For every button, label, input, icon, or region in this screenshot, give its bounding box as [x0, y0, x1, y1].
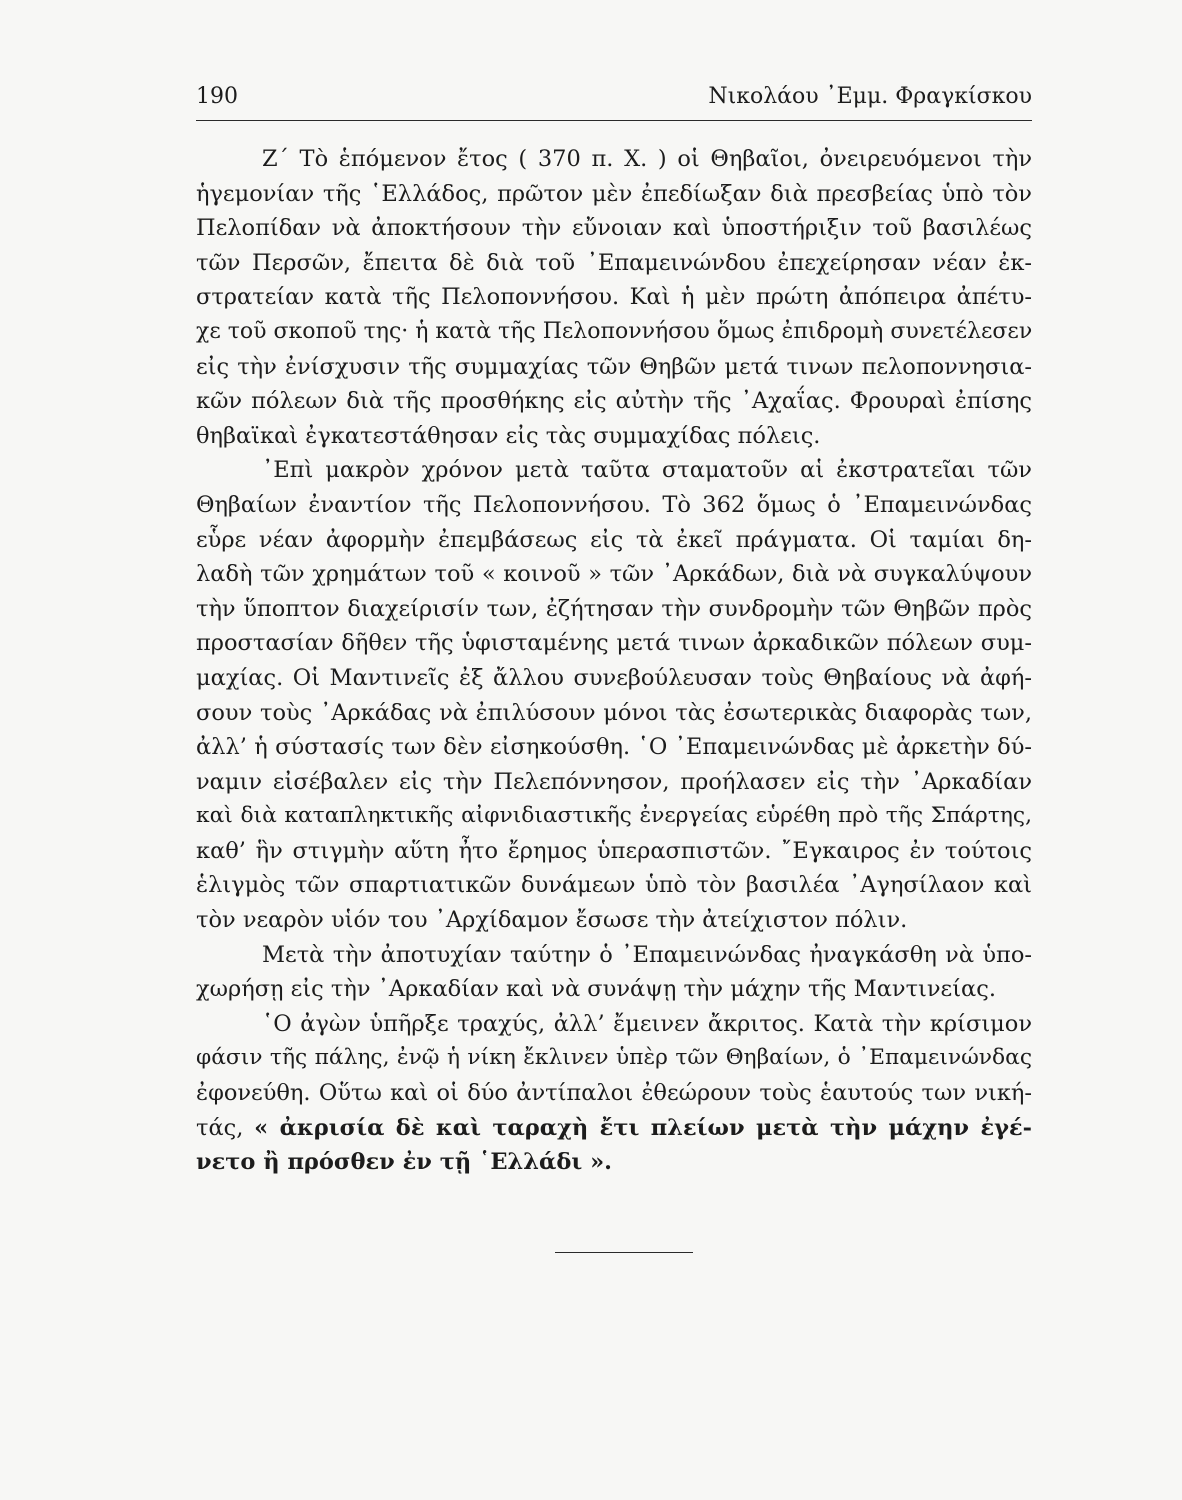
text-line: λαδὴ τῶν χρημάτων τοῦ « κοινοῦ » τῶν ᾿Αρκάδων, διὰ νὰ συγκαλύψουν: [196, 561, 1032, 588]
text-line: εὗρε νέαν ἀφορμὴν ἐπεμβάσεως εἰς τὰ ἐκεῖ πράγματα. Οἱ ταμίαι δη-: [196, 526, 1032, 553]
body-text: [196, 142, 1032, 1180]
text-line: στρατείαν κατὰ τῆς Πελοποννήσου. Καὶ ἡ μὲν πρώτη ἀπόπειρα ἀπέτυ-: [196, 284, 1032, 311]
paragraph-1: [196, 142, 1032, 453]
text-line: τὸν νεαρὸν υἱόν του ᾿Αρχίδαμον ἔσωσε τὴν ἀτείχιστον πόλιν.: [196, 907, 908, 934]
author-name: Νικολάου ᾿Εμμ. Φραγκίσκου: [708, 84, 1032, 109]
text-line: καθ’ ἣν στιγμὴν αὕτη ἦτο ἔρημος ὑπερασπιστῶν. ῎Εγκαιρος ἐν τούτοις: [196, 837, 1032, 864]
text-line: καὶ διὰ καταπληκτικῆς αἰφνιδιαστικῆς ἐνεργείας εὑρέθη πρὸ τῆς Σπάρτης,: [196, 803, 1032, 829]
text-line: χε τοῦ σκοποῦ της· ἡ κατὰ τῆς Πελοποννήσου ὅμως ἐπιδρομὴ συνετέλεσεν: [196, 318, 1033, 344]
text-line: Πελοπίδαν νὰ ἀποκτήσουν τὴν εὔνοιαν καὶ ὑποστήριξιν τοῦ βασιλέως: [196, 215, 1032, 242]
text-segment: τάς,: [196, 1114, 244, 1141]
text-line: ἡγεμονίαν τῆς ῾Ελλάδος, πρῶτον μὲν ἐπεδίωξαν διὰ πρεσβείας ὑπὸ τὸν: [196, 180, 1032, 207]
text-line: μαχίας. Οἱ Μαντινεῖς ἐξ ἄλλου συνεβούλευσαν τοὺς Θηβαίους νὰ ἀφή-: [196, 664, 1032, 691]
paragraph-2: [196, 453, 1032, 937]
text-line: ῾Ο ἀγὼν ὑπῆρξε τραχύς, ἀλλ’ ἔμεινεν ἄκριτος. Κατὰ τὴν κρίσιμον: [262, 1010, 1032, 1037]
text-line: ναμιν εἰσέβαλεν εἰς τὴν Πελεπόννησον, προήλασεν εἰς τὴν ᾿Αρκαδίαν: [196, 768, 1032, 795]
text-line: εἰς τὴν ἐνίσχυσιν τῆς συμμαχίας τῶν Θηβῶν μετά τινων πελοποννησια-: [196, 353, 1032, 380]
text-line: σουν τοὺς ᾿Αρκάδας νὰ ἐπιλύσουν μόνοι τὰς ἐσωτερικὰς διαφορὰς των,: [196, 699, 1032, 726]
end-rule: [555, 1252, 693, 1253]
header-rule: [196, 120, 1032, 121]
text-line: φάσιν τῆς πάλης, ἐνῷ ἡ νίκη ἔκλινεν ὑπὲρ τῶν Θηβαίων, ὁ ᾿Επαμεινώνδας: [196, 1045, 1032, 1071]
text-line: τὴν ὕποπτον διαχείρισίν των, ἐζήτησαν τὴν συνδρομὴν τῶν Θηβῶν πρὸς: [196, 595, 1032, 622]
text-line: ἐφονεύθη. Οὕτω καὶ οἱ δύο ἀντίπαλοι ἐθεώρουν τοὺς ἑαυτούς των νική-: [196, 1080, 1032, 1107]
text-line: Μετὰ τὴν ἀποτυχίαν ταύτην ὁ ᾿Επαμεινώνδας ἠναγκάσθη νὰ ὑπο-: [262, 941, 1032, 968]
text-line: ἑλιγμὸς τῶν σπαρτιατικῶν δυνάμεων ὑπὸ τὸν βασιλέα ᾿Αγησίλαον καὶ: [196, 872, 1032, 899]
bold-quote-end: νετο ἢ πρόσθεν ἐν τῇ ῾Ελλάδι ».: [196, 1149, 612, 1176]
text-line: κῶν πόλεων διὰ τῆς προσθήκης εἰς αὐτὴν τῆς ᾿Αχαΐας. Φρουραὶ ἐπίσης: [196, 388, 1032, 415]
page-number: 190: [196, 84, 238, 109]
paragraph-3: [196, 938, 1032, 1007]
text-line: θηβαϊκαὶ ἐγκατεστάθησαν εἰς τὰς συμμαχίδας πόλεις.: [196, 422, 821, 449]
text-line: τῶν Περσῶν, ἔπειτα δὲ διὰ τοῦ ᾿Επαμεινώνδου ἐπεχείρησαν νέαν ἐκ-: [196, 249, 1032, 276]
text-line: ᾿Επὶ μακρὸν χρόνον μετὰ ταῦτα σταματοῦν αἱ ἐκστρατεῖαι τῶν: [262, 457, 1032, 484]
running-head: [196, 80, 1032, 114]
text-line: ἀλλ’ ἡ σύστασίς των δὲν εἰσηκούσθη. ῾Ο ᾿Επαμεινώνδας μὲ ἀρκετὴν δύ-: [196, 734, 1032, 761]
text-line: Θηβαίων ἐναντίον τῆς Πελοποννήσου. Τὸ 362 ὅμως ὁ ᾿Επαμεινώνδας: [196, 491, 1032, 518]
bold-quote: « ἀκρισία δὲ καὶ ταραχὴ ἔτι πλείων μετὰ τὴν μάχην ἐγέ-: [254, 1114, 1032, 1141]
text-line: προστασίαν δῆθεν τῆς ὑφισταμένης μετά τινων ἀρκαδικῶν πόλεων συμ-: [196, 630, 1032, 657]
paragraph-4: [196, 1007, 1032, 1180]
text-line-mixed: [196, 1111, 1032, 1146]
text-line: χωρήσῃ εἰς τὴν ᾿Αρκαδίαν καὶ νὰ συνάψῃ τὴν μάχην τῆς Μαντινείας.: [196, 976, 996, 1003]
text-line: Ζ΄ Τὸ ἑπόμενον ἔτος ( 370 π. Χ. ) οἱ Θηβαῖοι, ὀνειρευόμενοι τὴν: [262, 146, 1032, 172]
